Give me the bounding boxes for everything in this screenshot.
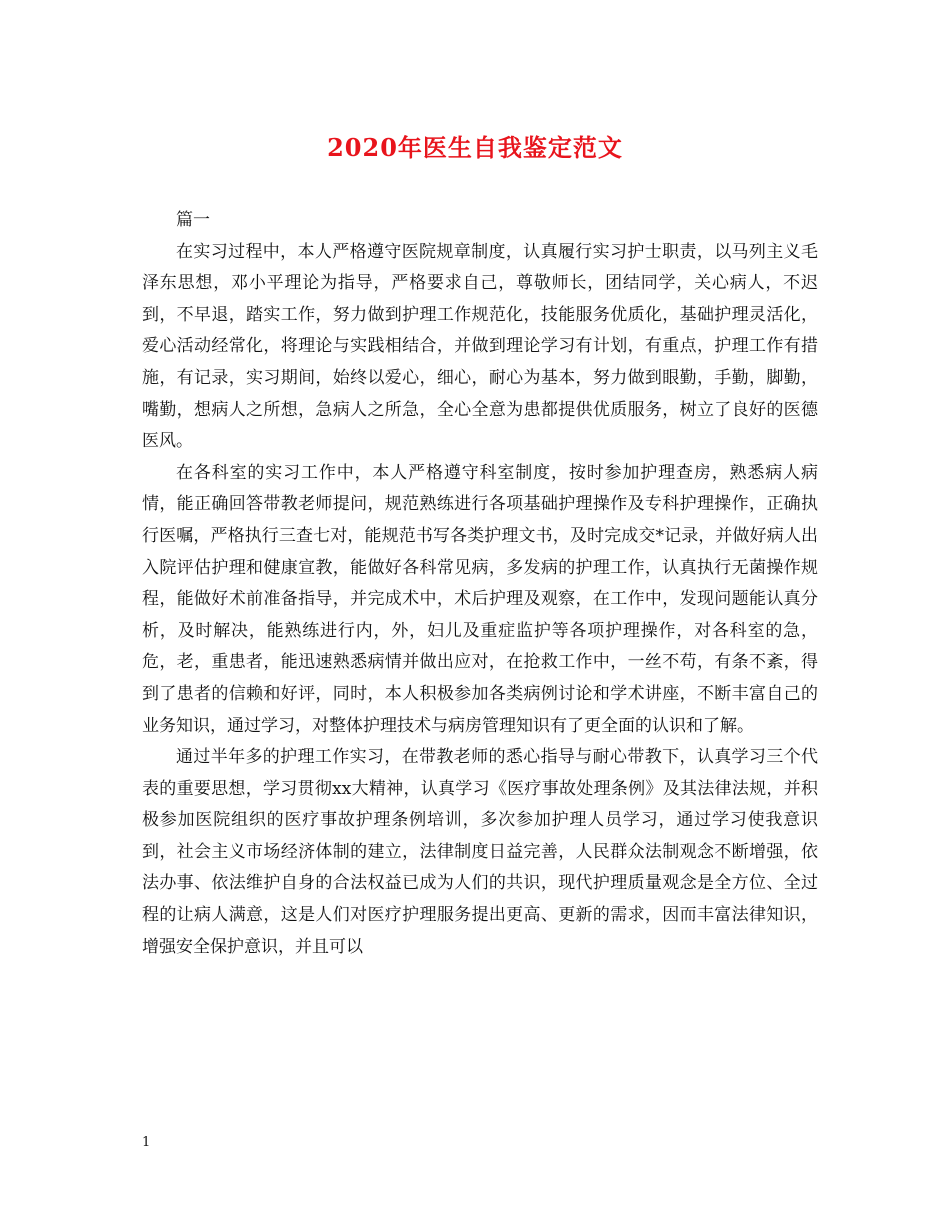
paragraph-2: 在各科室的实习工作中，本人严格遵守科室制度，按时参加护理查房，熟悉病人病情，能正确回答带教老师提问，规范熟练进行各项基础护理操作及专科护理操作，正确执行医嘱，严格执行三查七对，能规范书写各类护理文书，及时完成交*记录，并做好病人出入院评估护理和健康宣教，能做好各科常见病，多发病的护理工作，认真执行无菌操作规程，能做好术前准备指导，并完成术中，术后护理及观察，在工作中，发现问题能认真分析，及时解决，能熟练进行内，外，妇儿及重症监护等各项护理操作，对各科室的急，危，老，重患者，能迅速熟悉病情并做出应对，在抢救工作中，一丝不苟，有条不紊，得到了患者的信赖和好评，同时，本人积极参加各类病例讨论和学术讲座，不断丰富自己的业务知识，通过学习，对整体护理技术与病房管理知识有了更全面的认识和了解。 <box>142 462 818 736</box>
document-title: 2020年医生自我鉴定范文 <box>327 133 623 162</box>
paragraph-3: 通过半年多的护理工作实习，在带教老师的悉心指导与耐心带教下，认真学习三个代表的重要思想，学习贯彻xx大精神，认真学习《医疗事故处理条例》及其法律法规，并积极参加医院组织的医疗事故护理条例培训，多次参加护理人员学习，通过学习使我意识到，社会主义市场经济体制的建立，法律制度日益完善，人民群众法制观念不断增强，依法办事、依法维护自身的合法权益已成为人们的共识，现代护理质量观念是全方位、全过程的让病人满意，这是人们对医疗护理服务提出更高、更新的需求，因而丰富法律知识，增强安全保护意识，并且可以 <box>142 747 818 957</box>
page-number: 1 <box>142 1135 151 1150</box>
section-label: 篇一 <box>176 210 210 230</box>
paragraph-1: 在实习过程中，本人严格遵守医院规章制度，认真履行实习护士职责，以马列主义毛泽东思想，邓小平理论为指导，严格要求自己，尊敬师长，团结同学，关心病人，不迟到，不早退，踏实工作，努力做到护理工作规范化，技能服务优质化，基础护理灵活化，爱心活动经常化，将理论与实践相结合，并做到理论学习有计划，有重点，护理工作有措施，有记录，实习期间，始终以爱心，细心，耐心为基本，努力做到眼勤，手勤，脚勤，嘴勤，想病人之所想，急病人之所急，全心全意为患都提供优质服务，树立了良好的医德医风。 <box>142 241 818 452</box>
document-body <box>142 205 818 963</box>
